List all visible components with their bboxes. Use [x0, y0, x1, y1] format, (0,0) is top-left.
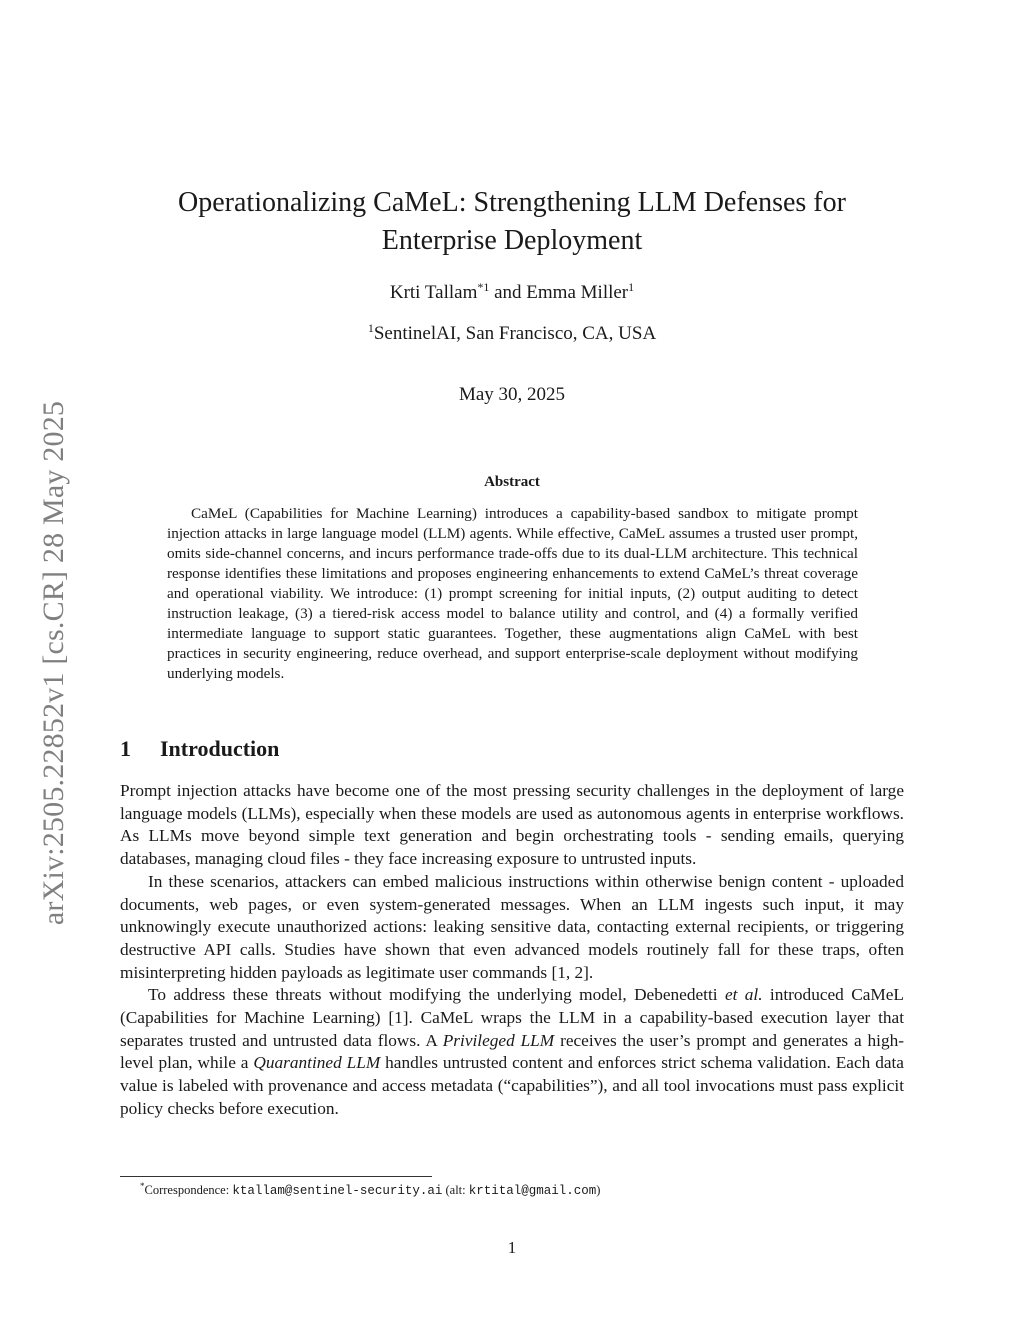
- section-number: 1: [120, 736, 131, 761]
- affiliation: [120, 322, 904, 346]
- footnote-alt-open: (alt:: [442, 1183, 469, 1197]
- abstract-text: CaMeL (Capabilities for Machine Learning) introduces a capability-based sandbox to mitigate prompt injection attacks in large language model (LLM) agents. While effective, CaMeL assumes a trusted user prompt, omits side-channel concerns, and incurs performance trade-offs due to its dual-LLM architecture. This technical response identifies these limitations and proposes engineering enhancements to extend CaMeL’s threat coverage and operational viability. We introduce: (1) prompt screening for initial inputs, (2) output auditing to detect instruction leakage, (3) a tiered-risk access model to balance utility and control, and (4) a formally verified intermediate language to support static guarantees. Together, these augmentations align CaMeL with best practices in security engineering, reduce overhead, and support enterprise-scale deployment without modifying underlying models.: [167, 505, 858, 682]
- author-list: [120, 281, 904, 305]
- paragraph-3-text: handles untrusted content and enforces strict schema validation. Each data value is labeled with provenance and access metadata (“capabilities”), and all tool invocations must pass explicit policy checks before execution.: [120, 1053, 904, 1118]
- term-quarantined-llm: Quarantined LLM: [253, 1053, 381, 1073]
- paragraph-3-text: introduced CaMeL (Capabilities for Machine Learning) [1]. CaMeL wraps the LLM in a capability-based execution layer that separates trusted and untrusted data flows. A: [120, 985, 904, 1050]
- affiliation-text: SentinelAI, San Francisco, CA, USA: [373, 323, 657, 344]
- footnote: [140, 1182, 600, 1199]
- author-conjunction: and: [494, 282, 522, 303]
- term-privileged-llm: Privileged LLM: [442, 1030, 555, 1050]
- page-number: 1: [507, 1238, 517, 1257]
- section-title: Introduction: [160, 736, 280, 761]
- author-name: Krti Tallam: [389, 282, 478, 303]
- citation-et-al: et al.: [724, 985, 763, 1005]
- title-line-2: Enterprise Deployment: [381, 225, 643, 256]
- arxiv-identifier: arXiv:2505.22852v1 [cs.CR] 28 May 2025: [37, 400, 70, 926]
- affiliation-superscript: 1: [367, 321, 374, 335]
- title-line-1: Operationalizing CaMeL: Strengthening LLM Defenses for: [178, 187, 846, 218]
- footnote-marker: *: [140, 1181, 145, 1191]
- author-superscript: 1: [628, 280, 635, 294]
- correspondence-email[interactable]: ktallam@sentinel-security.ai: [232, 1184, 443, 1198]
- author-superscript: *1: [477, 280, 490, 294]
- footnote-rule: [120, 1176, 432, 1177]
- publication-date: May 30, 2025: [458, 384, 566, 405]
- paragraph-3-text: To address these threats without modifying the underlying model, Debenedetti: [148, 985, 725, 1005]
- paragraph-1: Prompt injection attacks have become one of the most pressing security challenges in the deployment of large language models (LLMs), especially when these models are used as autonomous agents in enterprise workflows. As LLMs move beyond simple text generation and begin orchestrating tools - sending emails, querying databases, managing cloud files - they face increasing exposure to untrusted inputs.: [120, 781, 904, 869]
- author-name: Emma Miller: [526, 282, 629, 303]
- footnote-alt-close: ): [596, 1183, 601, 1197]
- section-body: [120, 780, 904, 1121]
- footnote-prefix: Correspondence:: [144, 1183, 233, 1197]
- paper-title: [120, 184, 904, 260]
- paragraph-2: In these scenarios, attackers can embed malicious instructions within otherwise benign content - uploaded documents, web pages, or even system-generated messages. When an LLM ingests such input, it may unknowingly execute unauthorized actions: leaking sensitive data, contacting external recipients, or triggering destructive API calls. Studies have shown that even advanced models routinely fall for these traps, often misinterpreting hidden payloads as legitimate user commands [1, 2].: [120, 871, 904, 982]
- paragraph-3-text: receives the user’s prompt and generates a high-level plan, while a: [120, 1030, 905, 1073]
- abstract-heading: Abstract: [484, 474, 540, 490]
- section-heading: [120, 736, 279, 762]
- paragraph-3: [120, 984, 904, 1120]
- alternate-email[interactable]: krtital@gmail.com: [468, 1184, 597, 1198]
